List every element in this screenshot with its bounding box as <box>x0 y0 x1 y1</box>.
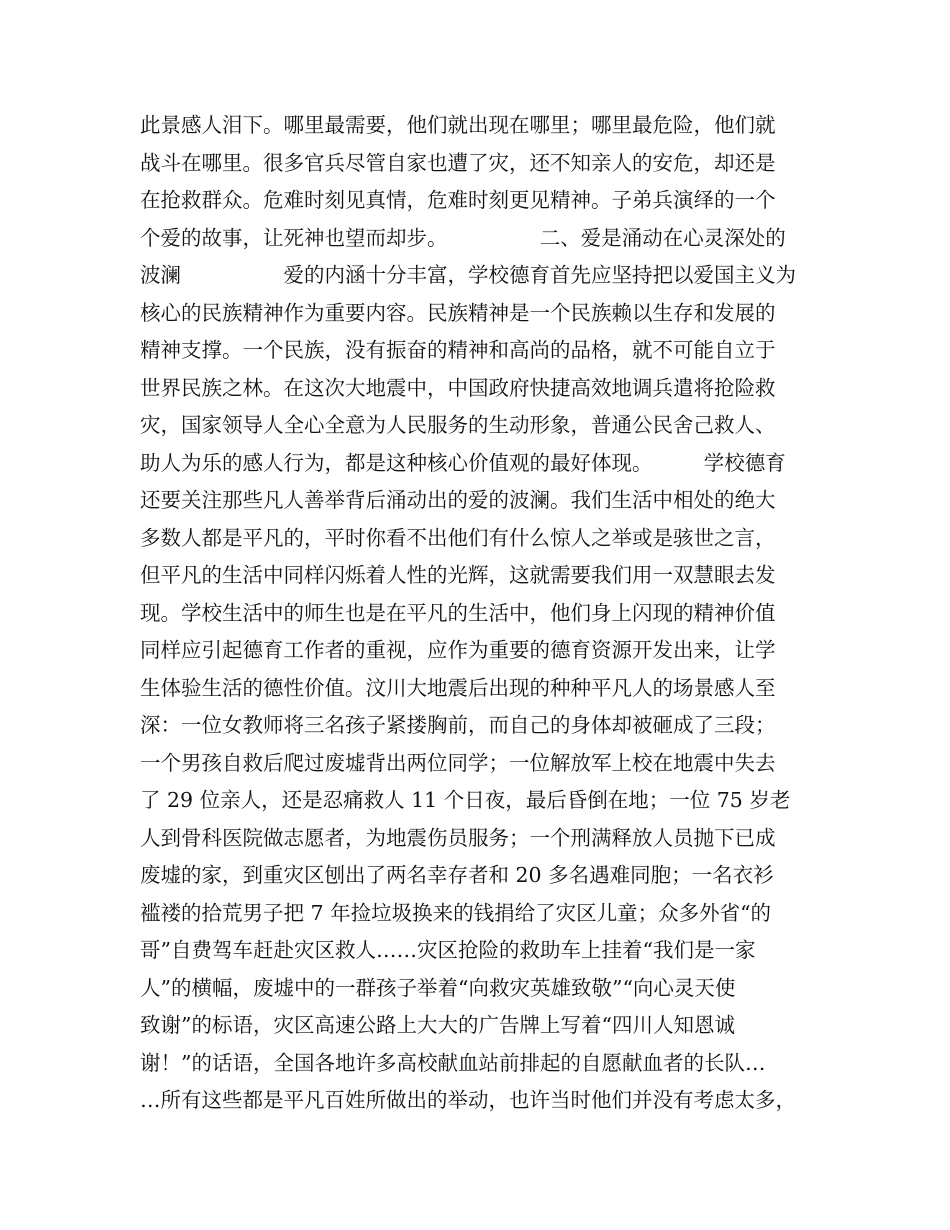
text-line: 一个男孩自救后爬过废墟背出两位同学；一位解放军上校在地震中失去 <box>140 750 776 775</box>
body-text <box>140 107 830 1120</box>
text-line: 但平凡的生活中同样闪烁着人性的光辉，这就需要我们用一双慧眼去发 <box>140 563 776 587</box>
text-line: 致谢”的标语，灾区高速公路上大大的广告牌上写着“四川人知恩诚 <box>140 1013 735 1037</box>
text-line: …所有这些都是平凡百姓所做出的举动，也许当时他们并没有考虑太多， <box>140 1088 796 1112</box>
text-line: 精神支撑。一个民族，没有振奋的精神和高尚的品格，就不可能自立于 <box>140 338 776 362</box>
text-line: 同样应引起德育工作者的重视，应作为重要的德育资源开发出来，让学 <box>140 638 776 662</box>
text-line: 还要关注那些凡人善举背后涌动出的爱的波澜。我们生活中相处的绝大 <box>140 488 776 512</box>
text-line: 深：一位女教师将三名孩子紧搂胸前，而自己的身体却被砸成了三段； <box>140 713 776 737</box>
text-line: 谢！”的话语，全国各地许多高校献血站前排起的自愿献血者的长队… <box>140 1050 766 1075</box>
text-line: 哥”自费驾车赶赴灾区救人……灾区抢险的救助车上挂着“我们是一家 <box>140 938 756 962</box>
text-line: 个爱的故事，让死神也望而却步。 二、爱是涌动在心灵深处的 <box>140 225 786 250</box>
text-line: 世界民族之林。在这次大地震中，中国政府快捷高效地调兵遣将抢险救 <box>140 375 776 400</box>
text-line: 战斗在哪里。很多官兵尽管自家也遭了灾，还不知亲人的安危，却还是 <box>140 150 776 175</box>
text-line: 波澜 爱的内涵十分丰富，学校德育首先应坚持把以爱国主义为 <box>140 263 796 287</box>
text-line: 褴褛的拾荒男子把 7 年捡垃圾换来的钱捐给了灾区儿童；众多外省“的 <box>140 900 772 925</box>
text-line: 了 29 位亲人，还是忍痛救人 11 个日夜，最后昏倒在地；一位 75 岁老 <box>140 788 791 812</box>
text-line: 灾，国家领导人全心全意为人民服务的生动形象，普通公民舍己救人、 <box>140 413 776 437</box>
text-line: 在抢救群众。危难时刻见真情，危难时刻更见精神。子弟兵演绎的一个 <box>140 188 776 212</box>
text-line: 核心的民族精神作为重要内容。民族精神是一个民族赖以生存和发展的 <box>140 300 776 325</box>
text-line: 助人为乐的感人行为，都是这种核心价值观的最好体现。 学校德育 <box>140 450 786 475</box>
text-line: 现。学校生活中的师生也是在平凡的生活中，他们身上闪现的精神价值 <box>140 600 776 625</box>
text-line: 多数人都是平凡的，平时你看不出他们有什么惊人之举或是骇世之言， <box>140 525 776 550</box>
text-line: 人”的横幅，废墟中的一群孩子举着“向救灾英雄致敬”“向心灵天使 <box>140 975 736 1000</box>
text-line: 人到骨科医院做志愿者，为地震伤员服务；一个刑满释放人员抛下已成 <box>140 825 776 850</box>
text-line: 废墟的家，到重灾区刨出了两名幸存者和 20 多名遇难同胞；一名衣衫 <box>140 863 774 887</box>
text-line: 此景感人泪下。哪里最需要，他们就出现在哪里；哪里最危险，他们就 <box>140 113 776 137</box>
text-line: 生体验生活的德性价值。汶川大地震后出现的种种平凡人的场景感人至 <box>140 675 776 700</box>
